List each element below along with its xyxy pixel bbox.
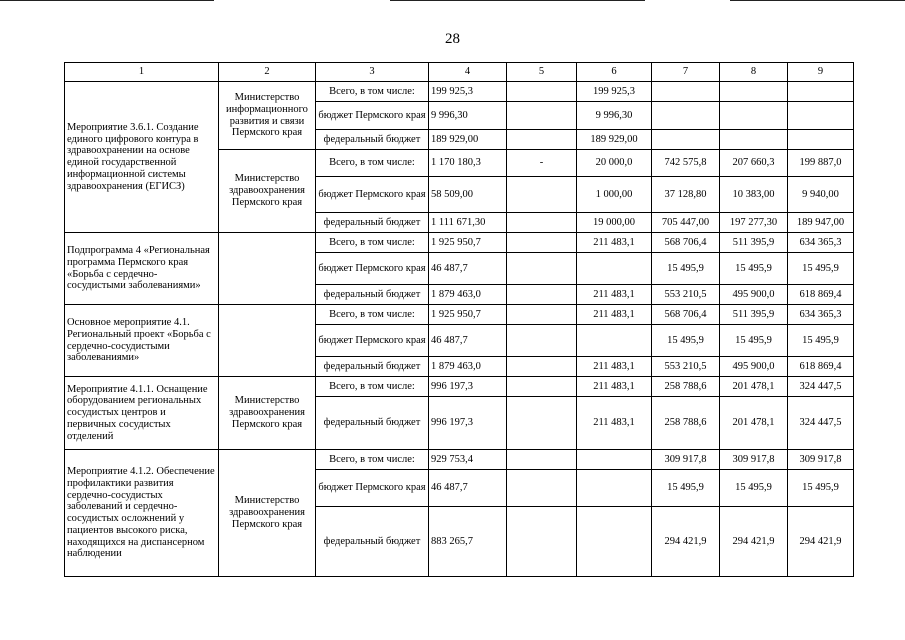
cell-col-9: 15 495,9 [788, 253, 854, 285]
budget-table [64, 62, 854, 577]
table-row [65, 377, 854, 397]
measure-description: Мероприятие 3.6.1. Создание единого цифрового контура в здравоохранении на основе единой государственной информационной системы здравоохранения (ЕГИСЗ) [65, 82, 219, 233]
column-header: 2 [219, 63, 316, 82]
cell-col-4: 1 111 671,30 [429, 213, 507, 233]
cell-col-4: 996 197,3 [429, 397, 507, 450]
cell-col-8: 201 478,1 [720, 377, 788, 397]
measure-description: Основное мероприятие 4.1. Региональный проект «Борьба с сердечно-сосудистыми заболеваниями» [65, 305, 219, 377]
responsible-org [219, 233, 316, 305]
responsible-org: Министерство здравоохранения Пермского края [219, 450, 316, 577]
row-label: бюджет Пермского края [316, 253, 429, 285]
cell-col-4: 189 929,00 [429, 130, 507, 150]
cell-col-4: 1 925 950,7 [429, 233, 507, 253]
cell-col-7: 294 421,9 [652, 507, 720, 577]
cell-col-7: 705 447,00 [652, 213, 720, 233]
cell-col-6 [577, 470, 652, 507]
cell-col-7: 15 495,9 [652, 470, 720, 507]
row-label: Всего, в том числе: [316, 377, 429, 397]
cell-col-9: 189 947,00 [788, 213, 854, 233]
cell-col-5 [507, 102, 577, 130]
table-row [65, 82, 854, 102]
responsible-org: Министерство информационного развития и связи Пермского края [219, 82, 316, 150]
column-header: 9 [788, 63, 854, 82]
row-label: Всего, в том числе: [316, 82, 429, 102]
cell-col-8: 511 395,9 [720, 233, 788, 253]
column-header: 4 [429, 63, 507, 82]
cell-col-9: 309 917,8 [788, 450, 854, 470]
cell-col-6: 211 483,1 [577, 233, 652, 253]
cell-col-5 [507, 470, 577, 507]
cell-col-8 [720, 130, 788, 150]
cell-col-8: 197 277,30 [720, 213, 788, 233]
cell-col-8: 495 900,0 [720, 285, 788, 305]
row-label: бюджет Пермского края [316, 325, 429, 357]
cell-col-9: 15 495,9 [788, 470, 854, 507]
row-label: Всего, в том числе: [316, 305, 429, 325]
table-body [65, 63, 854, 577]
row-label: бюджет Пермского края [316, 470, 429, 507]
cell-col-9: 324 447,5 [788, 397, 854, 450]
cell-col-8: 294 421,9 [720, 507, 788, 577]
cell-col-7: 37 128,80 [652, 177, 720, 213]
cell-col-7: 309 917,8 [652, 450, 720, 470]
cell-col-4: 199 925,3 [429, 82, 507, 102]
cell-col-9: 324 447,5 [788, 377, 854, 397]
measure-description: Мероприятие 4.1.2. Обеспечение профилактики развития сердечно-сосудистых заболеваний и сердечно-сосудистых осложнений у пациентов высокого риска, находящихся на диспансерном наблюдении [65, 450, 219, 577]
cell-col-6: 211 483,1 [577, 357, 652, 377]
cell-col-9: 634 365,3 [788, 305, 854, 325]
cell-col-4: 883 265,7 [429, 507, 507, 577]
cell-col-9 [788, 102, 854, 130]
measure-description: Мероприятие 4.1.1. Оснащение оборудованием региональных сосудистых центров и первичных сосудистых отделений [65, 377, 219, 450]
row-label: Всего, в том числе: [316, 150, 429, 177]
table-row [65, 305, 854, 325]
cell-col-6: 20 000,0 [577, 150, 652, 177]
cell-col-7: 15 495,9 [652, 325, 720, 357]
cell-col-5 [507, 305, 577, 325]
cell-col-5 [507, 507, 577, 577]
responsible-org: Министерство здравоохранения Пермского края [219, 377, 316, 450]
cell-col-7: 568 706,4 [652, 233, 720, 253]
cell-col-7: 568 706,4 [652, 305, 720, 325]
cell-col-6: 211 483,1 [577, 397, 652, 450]
cell-col-6: 199 925,3 [577, 82, 652, 102]
row-label: федеральный бюджет [316, 397, 429, 450]
cell-col-5 [507, 233, 577, 253]
column-header: 8 [720, 63, 788, 82]
cell-col-6: 9 996,30 [577, 102, 652, 130]
cell-col-9: 294 421,9 [788, 507, 854, 577]
measure-description: Подпрограмма 4 «Региональная программа Пермского края «Борьба с сердечно-сосудистыми заболеваниями» [65, 233, 219, 305]
cell-col-7: 258 788,6 [652, 397, 720, 450]
cell-col-8: 207 660,3 [720, 150, 788, 177]
cell-col-7: 258 788,6 [652, 377, 720, 397]
row-label: федеральный бюджет [316, 285, 429, 305]
cell-col-6 [577, 253, 652, 285]
top-rule-left [0, 0, 214, 1]
cell-col-4: 929 753,4 [429, 450, 507, 470]
cell-col-8: 495 900,0 [720, 357, 788, 377]
cell-col-4: 1 879 463,0 [429, 285, 507, 305]
cell-col-9: 199 887,0 [788, 150, 854, 177]
cell-col-7: 553 210,5 [652, 285, 720, 305]
cell-col-6: 211 483,1 [577, 377, 652, 397]
cell-col-4: 9 996,30 [429, 102, 507, 130]
cell-col-9 [788, 82, 854, 102]
cell-col-9: 618 869,4 [788, 285, 854, 305]
table-row [65, 450, 854, 470]
cell-col-7 [652, 130, 720, 150]
cell-col-7: 742 575,8 [652, 150, 720, 177]
cell-col-4: 46 487,7 [429, 470, 507, 507]
cell-col-8: 309 917,8 [720, 450, 788, 470]
row-label: Всего, в том числе: [316, 450, 429, 470]
row-label: федеральный бюджет [316, 213, 429, 233]
cell-col-6 [577, 325, 652, 357]
row-label: бюджет Пермского края [316, 177, 429, 213]
row-label: бюджет Пермского края [316, 102, 429, 130]
header-row [65, 63, 854, 82]
cell-col-8 [720, 102, 788, 130]
cell-col-6: 189 929,00 [577, 130, 652, 150]
cell-col-5 [507, 450, 577, 470]
cell-col-7: 553 210,5 [652, 357, 720, 377]
cell-col-9: 618 869,4 [788, 357, 854, 377]
cell-col-5 [507, 177, 577, 213]
cell-col-8: 201 478,1 [720, 397, 788, 450]
cell-col-6: 1 000,00 [577, 177, 652, 213]
cell-col-5 [507, 253, 577, 285]
row-label: федеральный бюджет [316, 130, 429, 150]
cell-col-4: 1 879 463,0 [429, 357, 507, 377]
top-rule-right [730, 0, 905, 1]
cell-col-5 [507, 130, 577, 150]
cell-col-7: 15 495,9 [652, 253, 720, 285]
row-label: Всего, в том числе: [316, 233, 429, 253]
cell-col-5 [507, 357, 577, 377]
table-row [65, 233, 854, 253]
row-label: федеральный бюджет [316, 357, 429, 377]
column-header: 3 [316, 63, 429, 82]
cell-col-8: 15 495,9 [720, 325, 788, 357]
cell-col-5: - [507, 150, 577, 177]
cell-col-6: 211 483,1 [577, 285, 652, 305]
cell-col-4: 58 509,00 [429, 177, 507, 213]
cell-col-6 [577, 450, 652, 470]
responsible-org [219, 305, 316, 377]
column-header: 5 [507, 63, 577, 82]
cell-col-6: 19 000,00 [577, 213, 652, 233]
cell-col-4: 46 487,7 [429, 325, 507, 357]
cell-col-9: 15 495,9 [788, 325, 854, 357]
cell-col-7 [652, 102, 720, 130]
cell-col-8: 511 395,9 [720, 305, 788, 325]
cell-col-6 [577, 507, 652, 577]
cell-col-8: 10 383,00 [720, 177, 788, 213]
column-header: 1 [65, 63, 219, 82]
cell-col-8 [720, 82, 788, 102]
top-rule-center [390, 0, 645, 1]
cell-col-7 [652, 82, 720, 102]
cell-col-9: 634 365,3 [788, 233, 854, 253]
responsible-org: Министерство здравоохранения Пермского края [219, 150, 316, 233]
cell-col-5 [507, 325, 577, 357]
column-header: 7 [652, 63, 720, 82]
cell-col-8: 15 495,9 [720, 253, 788, 285]
cell-col-6: 211 483,1 [577, 305, 652, 325]
row-label: федеральный бюджет [316, 507, 429, 577]
cell-col-5 [507, 377, 577, 397]
cell-col-4: 1 925 950,7 [429, 305, 507, 325]
cell-col-5 [507, 82, 577, 102]
cell-col-4: 996 197,3 [429, 377, 507, 397]
cell-col-5 [507, 285, 577, 305]
page-number: 28 [445, 31, 460, 47]
cell-col-4: 1 170 180,3 [429, 150, 507, 177]
cell-col-4: 46 487,7 [429, 253, 507, 285]
cell-col-9: 9 940,00 [788, 177, 854, 213]
cell-col-8: 15 495,9 [720, 470, 788, 507]
column-header: 6 [577, 63, 652, 82]
cell-col-5 [507, 213, 577, 233]
cell-col-9 [788, 130, 854, 150]
cell-col-5 [507, 397, 577, 450]
